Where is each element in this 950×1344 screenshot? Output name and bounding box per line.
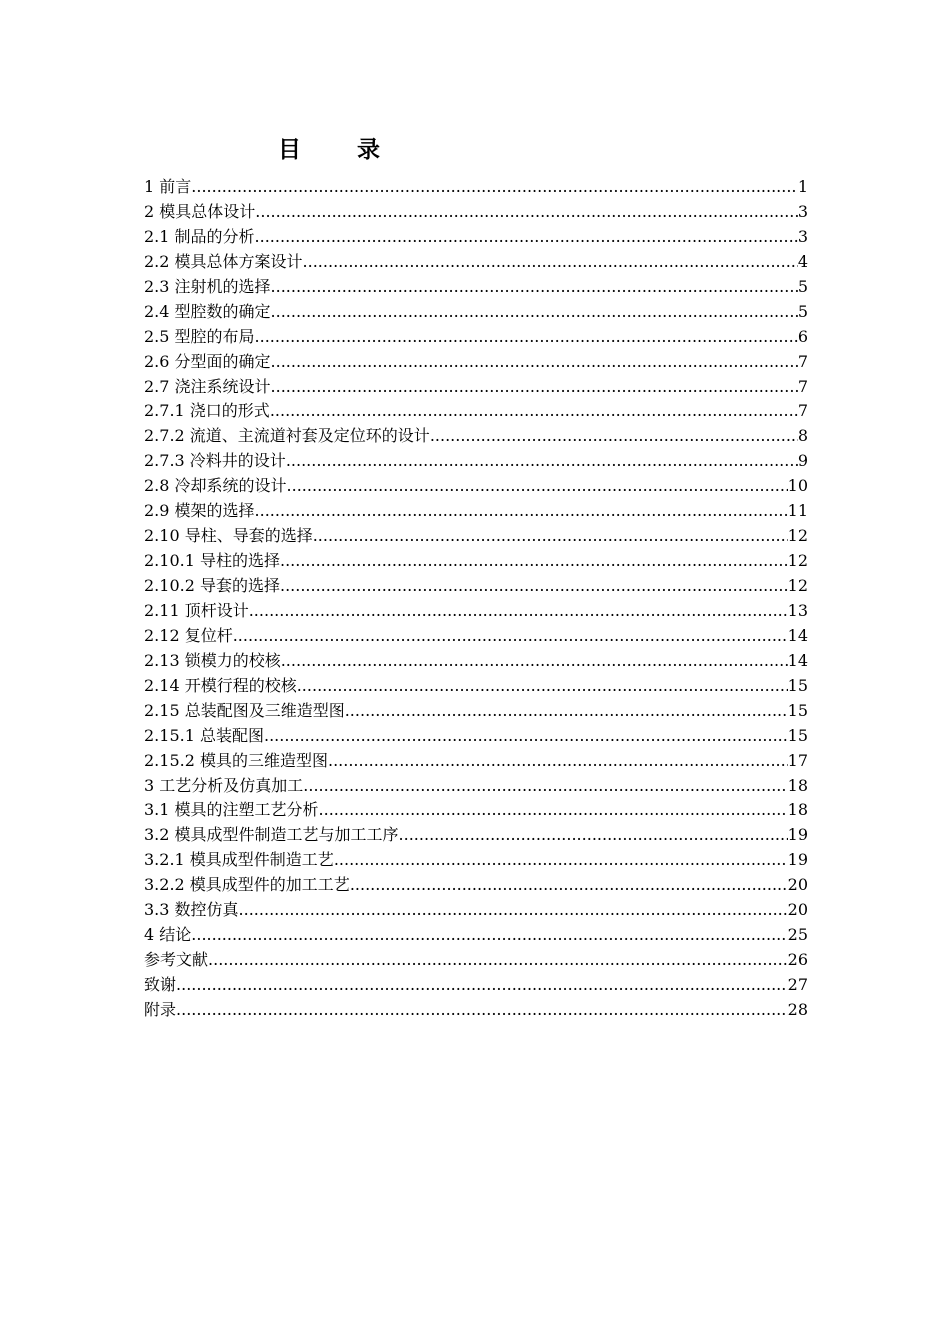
toc-dot-leader [264,724,788,749]
toc-entry[interactable] [144,898,808,923]
toc-entry-page: 18 [787,775,808,795]
toc-dot-leader [271,300,798,325]
toc-entry-label: 2.12 复位杆 [144,625,233,645]
toc-dot-leader [328,749,788,774]
toc-entry-page: 27 [787,975,808,994]
toc-dot-leader [287,474,788,499]
toc-entry-label: 2.3 注射机的选择 [144,276,271,296]
toc-dot-leader [303,250,798,275]
toc-entry[interactable] [144,449,808,474]
toc-entry-label: 2.11 顶杆设计 [144,600,249,620]
toc-entry-page: 3 [797,201,808,221]
toc-entry[interactable] [144,674,808,699]
toc-entry-label: 2.1 制品的分析 [144,226,255,246]
toc-entry-page: 5 [797,276,808,296]
toc-entry-label: 2.7 浇注系统设计 [144,376,271,396]
toc-entry[interactable] [144,998,808,1023]
toc-entry-page: 25 [787,925,808,945]
toc-dot-leader [297,674,788,699]
toc-entry[interactable] [144,774,808,799]
toc-dot-leader [271,350,798,375]
toc-dot-leader [281,649,788,674]
toc-dot-leader [233,624,788,649]
toc-dot-leader [430,424,798,449]
toc-entry[interactable] [144,873,808,898]
toc-entry-page: 8 [797,426,808,446]
toc-entry-label: 2.15 总装配图及三维造型图 [144,700,345,720]
toc-entry-label: 2.10 导柱、导套的选择 [144,526,313,546]
toc-entry-page: 17 [787,750,808,770]
toc-dot-leader [280,549,788,574]
toc-dot-leader [319,798,788,823]
toc-entry-page: 4 [797,251,808,271]
toc-entry-page: 1 [797,177,808,196]
toc-entry-label: 3 工艺分析及仿真加工 [144,775,304,795]
toc-entry[interactable] [144,823,808,848]
toc-entry-page: 5 [797,301,808,321]
toc-entry-label: 3.2 模具成型件制造工艺与加工工序 [144,825,399,845]
toc-entry[interactable] [144,923,808,948]
toc-entry-page: 19 [787,825,808,845]
toc-entry-label: 2.15.2 模具的三维造型图 [144,750,328,770]
toc-dot-leader [334,848,788,873]
toc-dot-leader [191,923,787,948]
toc-entry-label: 3.1 模具的注塑工艺分析 [144,800,319,820]
toc-entry-label: 3.3 数控仿真 [144,900,239,920]
toc-entry[interactable] [144,599,808,624]
toc-entry-page: 11 [787,501,808,521]
toc-entry[interactable] [144,574,808,599]
toc-entry-label: 2.10.1 导柱的选择 [144,551,280,571]
toc-entry[interactable] [144,549,808,574]
toc-entry[interactable] [144,524,808,549]
toc-entry-label: 2.7.3 冷料井的设计 [144,451,286,471]
toc-entry-label: 2.8 冷却系统的设计 [144,476,287,496]
toc-entry-label: 2.9 模架的选择 [144,501,255,521]
toc-entry-page: 12 [787,551,808,571]
toc-entry-page: 19 [787,850,808,870]
toc-dot-leader [270,399,798,424]
toc-entry[interactable] [144,699,808,724]
toc-entry-label: 致谢 [144,975,177,994]
toc-entry[interactable] [144,474,808,499]
toc-entry[interactable] [144,200,808,225]
toc-entry-label: 3.2.1 模具成型件制造工艺 [144,850,334,870]
toc-entry-label: 2.7.1 浇口的形式 [144,401,270,421]
toc-entry[interactable] [144,624,808,649]
toc-entry[interactable] [144,749,808,774]
toc-entry-page: 15 [787,725,808,745]
toc-entry-label: 2.10.2 导套的选择 [144,576,280,595]
toc-dot-leader [271,375,798,400]
toc-entry-page: 12 [787,576,808,595]
toc-entry-label: 3.2.2 模具成型件的加工工艺 [144,875,350,895]
toc-dot-leader [303,774,787,799]
toc-dot-leader [255,200,798,225]
toc-dot-leader [399,823,788,848]
toc-entry-label: 2.5 型腔的布局 [144,326,255,346]
toc-entry[interactable] [144,275,808,300]
toc-entry-page: 15 [787,700,808,720]
toc-entry-page: 14 [787,625,808,645]
toc-dot-leader [350,873,788,898]
toc-dot-leader [286,449,798,474]
toc-entry-label: 2.2 模具总体方案设计 [144,251,303,271]
toc-entry-page: 26 [787,950,808,970]
toc-entry[interactable] [144,848,808,873]
toc-dot-leader [271,275,798,300]
toc-entry[interactable] [144,948,808,973]
toc-entry-page: 13 [787,600,808,620]
toc-entry[interactable] [144,250,808,275]
toc-entry-page: 3 [797,226,808,246]
toc-entry[interactable] [144,175,808,200]
toc-dot-leader [191,175,798,200]
toc-dot-leader [280,574,788,599]
toc-title: 目 录 [278,136,405,163]
toc-dot-leader [249,599,788,624]
toc-entry[interactable] [144,399,808,424]
toc-entry[interactable] [144,300,808,325]
toc-dot-leader [208,948,788,973]
toc-dot-leader [313,524,788,549]
toc-entry-page: 12 [787,526,808,546]
toc-entry[interactable] [144,499,808,524]
toc-entry[interactable] [144,973,808,998]
toc-entry-label: 2.15.1 总装配图 [144,725,264,745]
toc-entry-label: 2.14 开模行程的校核 [144,675,297,695]
toc-entry[interactable] [144,724,808,749]
toc-entry-label: 4 结论 [144,925,192,945]
toc-entry-label: 附录 [144,999,177,1019]
toc-entry-page: 15 [787,675,808,695]
toc-entry-label: 2 模具总体设计 [144,201,256,221]
toc-entry-label: 2.4 型腔数的确定 [144,301,271,321]
toc-dot-leader [176,998,788,1023]
toc-entry-page: 10 [787,476,808,496]
toc-entry-label: 2.7.2 流道、主流道衬套及定位环的设计 [144,426,430,446]
toc-entry[interactable] [144,375,808,400]
toc-list [144,175,808,1023]
toc-entry[interactable] [144,325,808,350]
toc-entry-label: 2.6 分型面的确定 [144,351,271,371]
toc-dot-leader [255,325,798,350]
toc-entry-page: 28 [787,999,808,1019]
toc-dot-leader [176,973,788,998]
toc-entry[interactable] [144,649,808,674]
toc-entry-page: 6 [797,326,808,346]
toc-entry[interactable] [144,350,808,375]
toc-entry-page: 7 [797,351,808,371]
toc-entry-page: 7 [797,401,808,421]
toc-dot-leader [345,699,788,724]
toc-entry[interactable] [144,424,808,449]
toc-entry-page: 20 [787,900,808,920]
toc-entry[interactable] [144,225,808,250]
toc-entry-label: 2.13 锁模力的校核 [144,650,281,670]
toc-entry-page: 7 [797,376,808,396]
toc-entry-page: 14 [787,650,808,670]
toc-dot-leader [239,898,788,923]
toc-entry-label: 参考文献 [144,950,209,970]
toc-entry-page: 20 [787,875,808,895]
toc-entry-page: 18 [787,800,808,820]
toc-entry-label: 1 前言 [144,177,192,196]
toc-entry[interactable] [144,798,808,823]
toc-entry-page: 9 [797,451,808,471]
toc-dot-leader [255,499,788,524]
toc-dot-leader [255,225,798,250]
